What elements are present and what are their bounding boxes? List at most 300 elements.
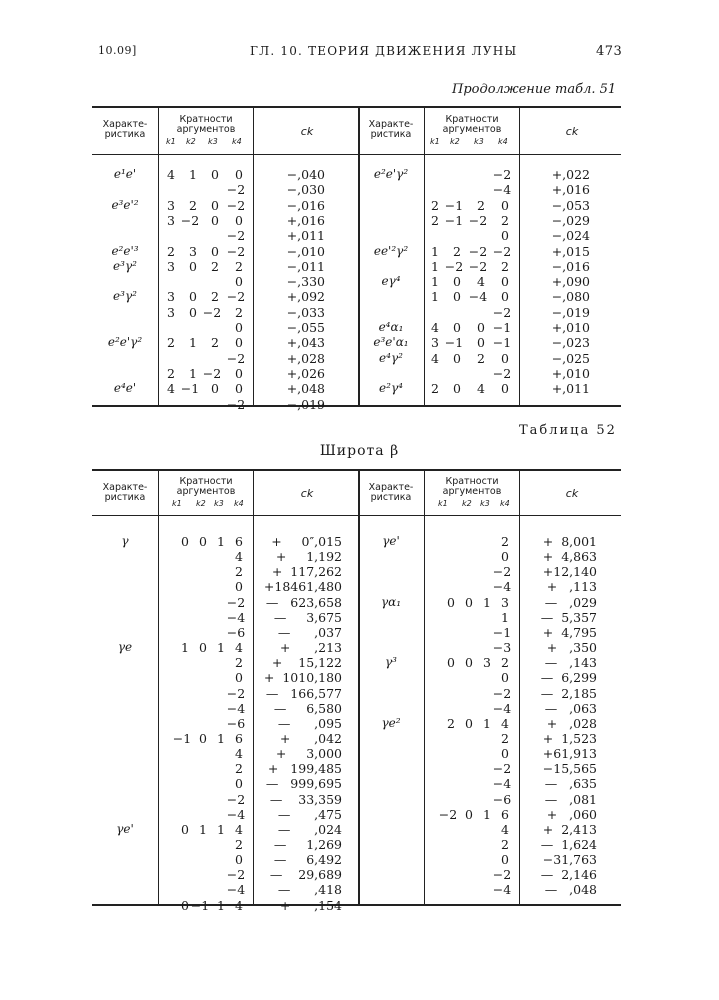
ck-value: + ,213 bbox=[279, 640, 342, 656]
k4-value: −4 bbox=[226, 609, 246, 625]
ck-value: — ,081 bbox=[544, 791, 597, 807]
ck-value: — ,635 bbox=[544, 776, 597, 792]
k4-value: −2 bbox=[492, 304, 512, 320]
k2-value: −1 bbox=[444, 335, 464, 351]
k2-value: −1 bbox=[190, 897, 210, 913]
ck-value: +,090 bbox=[551, 274, 590, 290]
col-ck-right: ck bbox=[565, 487, 579, 500]
k4-value: 2 bbox=[235, 761, 243, 777]
k1-value: −1 bbox=[172, 730, 192, 746]
k4-value: −3 bbox=[492, 640, 512, 656]
k4-value: −2 bbox=[226, 182, 246, 198]
column-divider bbox=[519, 471, 520, 904]
k4-value: 0 bbox=[501, 197, 509, 213]
k4-value: 2 bbox=[501, 212, 509, 228]
k3-value: −4 bbox=[468, 289, 488, 305]
k4-value: 6 bbox=[501, 806, 509, 822]
row-characteristic: e³e'α₁ bbox=[373, 335, 409, 350]
k2-label: k2 bbox=[462, 499, 472, 508]
k2-value: 2 bbox=[189, 197, 197, 213]
k3-value: 2 bbox=[211, 258, 219, 274]
k4-value: −2 bbox=[492, 564, 512, 580]
k4-value: −1 bbox=[492, 624, 512, 640]
k4-value: 2 bbox=[235, 304, 243, 320]
k4-value: 0 bbox=[501, 746, 509, 762]
k3-value: 4 bbox=[477, 381, 485, 397]
ck-value: + 0″,015 bbox=[271, 534, 342, 549]
k1-value: 3 bbox=[167, 212, 175, 228]
k4-value: −2 bbox=[492, 167, 512, 182]
k1-value: 3 bbox=[167, 304, 175, 320]
ck-value: −,025 bbox=[551, 350, 590, 366]
row-characteristic: e⁴α₁ bbox=[378, 320, 404, 334]
k4-value: 0 bbox=[501, 670, 509, 686]
k4-value: −1 bbox=[492, 335, 512, 351]
k4-value: 4 bbox=[235, 821, 243, 837]
k4-value: −4 bbox=[492, 579, 512, 595]
col-ck-left: ck bbox=[300, 125, 314, 138]
k4-value: 2 bbox=[501, 730, 509, 746]
k1-value: −2 bbox=[438, 806, 458, 822]
ck-value: — 6,299 bbox=[540, 670, 597, 686]
k4-value: 2 bbox=[235, 655, 243, 671]
k2-value: 0 bbox=[465, 594, 473, 610]
k2-value: 0 bbox=[465, 806, 473, 822]
k1-value: 1 bbox=[431, 274, 439, 290]
k4-value: −2 bbox=[492, 243, 512, 259]
k4-value: 0 bbox=[235, 579, 243, 595]
k1-value: 2 bbox=[167, 335, 175, 351]
k3-value: 2 bbox=[211, 289, 219, 305]
row-characteristic: γ³ bbox=[385, 655, 397, 670]
row-characteristic: γe' bbox=[382, 534, 400, 548]
ck-value: + 8,001 bbox=[542, 534, 597, 549]
ck-value: +,010 bbox=[551, 365, 590, 381]
ck-value: — ,024 bbox=[277, 821, 342, 837]
k2-label: k2 bbox=[186, 137, 196, 146]
k3-value: 1 bbox=[483, 715, 491, 731]
ck-value: −15,565 bbox=[542, 761, 597, 777]
ck-value: +,011 bbox=[551, 381, 590, 397]
k2-value: 0 bbox=[453, 350, 461, 366]
row-characteristic: γe bbox=[117, 640, 133, 655]
k4-value: 0 bbox=[501, 381, 509, 397]
k4-value: −2 bbox=[492, 761, 512, 777]
ck-value: + ,350 bbox=[546, 640, 597, 656]
k1-value: 2 bbox=[431, 197, 439, 213]
ck-value: + 1,523 bbox=[542, 730, 597, 746]
page-number: 473 bbox=[596, 44, 623, 59]
ck-value: +,048 bbox=[286, 381, 325, 397]
ck-value: — 5,357 bbox=[540, 609, 597, 625]
row-characteristic: e²γ⁴ bbox=[379, 381, 403, 396]
ck-value: — 33,359 bbox=[269, 791, 342, 807]
ck-value: −,080 bbox=[551, 289, 590, 305]
k3-value: 2 bbox=[477, 350, 485, 366]
k2-value: 0 bbox=[189, 258, 197, 274]
k4-value: 4 bbox=[235, 897, 243, 913]
row-characteristic: e²e'³ bbox=[111, 243, 139, 258]
ck-value: +,043 bbox=[286, 335, 325, 351]
k3-value: 4 bbox=[477, 274, 485, 290]
k2-value: 1 bbox=[199, 821, 207, 837]
table-51-caption: Продолжение табл. 51 bbox=[452, 82, 617, 97]
ck-value: +,028 bbox=[286, 350, 325, 366]
k4-value: 0 bbox=[501, 350, 509, 366]
row-characteristic: e³e'² bbox=[111, 197, 139, 212]
k3-label: k3 bbox=[474, 137, 484, 146]
k3-value: 1 bbox=[217, 897, 225, 913]
k1-value: 3 bbox=[431, 335, 439, 351]
ck-value: −,053 bbox=[551, 197, 590, 213]
ck-value: +12,140 bbox=[542, 564, 597, 580]
ck-value: + 117,262 bbox=[271, 564, 342, 580]
ck-value: + 15,122 bbox=[271, 655, 342, 671]
k3-value: −2 bbox=[468, 243, 488, 259]
k4-value: −4 bbox=[226, 700, 246, 716]
row-characteristic: e²e'γ² bbox=[107, 335, 143, 350]
k3-value: 3 bbox=[483, 655, 491, 671]
ck-value: −,024 bbox=[551, 228, 590, 244]
col-multiplicity-right: Кратности аргументов bbox=[442, 476, 502, 497]
k4-value: −2 bbox=[226, 289, 246, 305]
k4-value: 2 bbox=[235, 258, 243, 274]
k2-value: 0 bbox=[465, 655, 473, 671]
k2-value: 0 bbox=[199, 534, 207, 549]
k4-value: 0 bbox=[235, 670, 243, 686]
k4-value: −6 bbox=[226, 624, 246, 640]
k3-value: −2 bbox=[468, 258, 488, 274]
k2-value: −2 bbox=[444, 258, 464, 274]
k4-label: k4 bbox=[232, 137, 242, 146]
ck-value: +,015 bbox=[551, 243, 590, 259]
row-characteristic: e⁴e' bbox=[113, 381, 137, 396]
k3-value: 0 bbox=[211, 381, 219, 397]
ck-value: +,010 bbox=[551, 320, 590, 335]
k1-value: 4 bbox=[431, 320, 439, 335]
k2-label: k2 bbox=[450, 137, 460, 146]
k4-value: 2 bbox=[501, 655, 509, 671]
ck-value: −,016 bbox=[551, 258, 590, 274]
k1-value: 2 bbox=[167, 243, 175, 259]
k4-value: −2 bbox=[492, 365, 512, 381]
table-52 bbox=[92, 469, 621, 913]
k1-value: 0 bbox=[181, 534, 189, 549]
ck-value: — 1,624 bbox=[540, 837, 597, 852]
k4-value: −4 bbox=[492, 776, 512, 792]
k2-value: 3 bbox=[189, 243, 197, 259]
k3-value: 0 bbox=[211, 212, 219, 228]
k2-value: 0 bbox=[199, 730, 207, 746]
k3-value: 1 bbox=[483, 594, 491, 610]
k4-value: 6 bbox=[235, 534, 243, 549]
ck-value: + ,042 bbox=[279, 730, 342, 746]
table-52-header bbox=[92, 471, 621, 516]
k4-value: 2 bbox=[501, 837, 509, 852]
k3-value: 1 bbox=[483, 806, 491, 822]
ck-value: +,026 bbox=[286, 365, 325, 381]
k4-value: 0 bbox=[235, 274, 243, 290]
k2-value: 1 bbox=[189, 167, 197, 182]
k1-label: k1 bbox=[172, 499, 182, 508]
k3-value: 1 bbox=[217, 821, 225, 837]
k4-value: 2 bbox=[235, 837, 243, 852]
k1-label: k1 bbox=[166, 137, 176, 146]
ck-value: −,023 bbox=[551, 335, 590, 351]
k1-value: 4 bbox=[167, 381, 175, 397]
k3-label: k3 bbox=[208, 137, 218, 146]
ck-value: + 4,795 bbox=[542, 624, 597, 640]
k4-value: −4 bbox=[492, 700, 512, 716]
k1-value: 3 bbox=[167, 258, 175, 274]
ck-value: −,019 bbox=[551, 304, 590, 320]
row-characteristic: e¹e' bbox=[113, 167, 137, 181]
k1-value: 1 bbox=[181, 640, 189, 656]
k2-value: −1 bbox=[444, 197, 464, 213]
k4-value: 6 bbox=[235, 730, 243, 746]
k2-value: 0 bbox=[189, 289, 197, 305]
col-ck-right: ck bbox=[565, 125, 579, 138]
k4-value: 0 bbox=[235, 335, 243, 351]
ck-value: — ,418 bbox=[277, 882, 342, 898]
k4-value: 0 bbox=[235, 212, 243, 228]
ck-value: +18461,480 bbox=[263, 579, 342, 595]
k4-value: 3 bbox=[501, 594, 509, 610]
ck-value: + ,028 bbox=[546, 715, 597, 731]
row-characteristic: e³γ² bbox=[113, 289, 137, 304]
ck-value: — ,095 bbox=[277, 715, 342, 731]
ck-value: — ,037 bbox=[277, 624, 342, 640]
k4-value: −6 bbox=[226, 715, 246, 731]
ck-value: + 2,413 bbox=[542, 821, 597, 837]
k1-label: k1 bbox=[430, 137, 440, 146]
k4-value: 4 bbox=[501, 821, 509, 837]
k3-value: 2 bbox=[477, 197, 485, 213]
k4-value: 0 bbox=[501, 228, 509, 244]
ck-value: — 2,146 bbox=[540, 867, 597, 883]
k3-value: 0 bbox=[477, 320, 485, 335]
k2-value: −2 bbox=[180, 212, 200, 228]
column-divider bbox=[253, 471, 254, 904]
k4-value: 0 bbox=[235, 381, 243, 397]
k4-value: −2 bbox=[226, 791, 246, 807]
row-characteristic: ee'²γ² bbox=[373, 243, 409, 258]
row-characteristic: γe' bbox=[116, 821, 134, 836]
k1-value: 0 bbox=[447, 594, 455, 610]
k4-value: −6 bbox=[492, 791, 512, 807]
k3-value: −2 bbox=[468, 212, 488, 228]
ck-value: +,022 bbox=[551, 167, 590, 182]
k4-value: −2 bbox=[492, 867, 512, 883]
col-multiplicity-left: Кратности аргументов bbox=[176, 114, 236, 135]
k2-value: 2 bbox=[453, 243, 461, 259]
k3-value: 2 bbox=[211, 335, 219, 351]
k1-value: 0 bbox=[447, 655, 455, 671]
k4-value: −1 bbox=[492, 320, 512, 335]
col-characteristic-left: Характе- ристика bbox=[102, 482, 148, 503]
k1-label: k1 bbox=[438, 499, 448, 508]
k4-value: 0 bbox=[501, 289, 509, 305]
row-characteristic: e⁴γ² bbox=[379, 350, 403, 365]
k4-value: −2 bbox=[226, 350, 246, 366]
k3-label: k3 bbox=[214, 499, 224, 508]
k2-value: −1 bbox=[180, 381, 200, 397]
k1-value: 4 bbox=[431, 350, 439, 366]
k2-value: 0 bbox=[453, 274, 461, 290]
k4-value: 1 bbox=[501, 609, 509, 625]
k2-value: 0 bbox=[199, 640, 207, 656]
k4-value: 0 bbox=[501, 549, 509, 565]
ck-value: — ,475 bbox=[277, 806, 342, 822]
ck-value: + ,060 bbox=[546, 806, 597, 822]
table-52-title: Широта β bbox=[319, 443, 400, 459]
k1-value: 0 bbox=[181, 897, 189, 913]
ck-value: + 4,863 bbox=[542, 549, 597, 565]
k4-value: 2 bbox=[501, 534, 509, 549]
k4-value: −2 bbox=[226, 243, 246, 259]
k4-value: −2 bbox=[226, 197, 246, 213]
ck-value: −,055 bbox=[286, 320, 325, 335]
k4-value: 4 bbox=[235, 746, 243, 762]
ck-value: −31,763 bbox=[542, 852, 597, 868]
table-52-caption: Таблица 52 bbox=[519, 423, 617, 438]
table-51 bbox=[92, 106, 621, 412]
k2-value: 1 bbox=[189, 365, 197, 381]
col-ck-left: ck bbox=[300, 487, 314, 500]
k2-label: k2 bbox=[196, 499, 206, 508]
k3-value: −2 bbox=[202, 304, 222, 320]
k4-value: −2 bbox=[492, 685, 512, 701]
k4-label: k4 bbox=[234, 499, 244, 508]
k3-value: 0 bbox=[211, 243, 219, 259]
ck-value: — 1,269 bbox=[273, 837, 342, 852]
row-characteristic: γe² bbox=[381, 715, 401, 730]
k4-value: −2 bbox=[226, 685, 246, 701]
k2-value: 0 bbox=[453, 289, 461, 305]
k1-value: 2 bbox=[447, 715, 455, 731]
ck-value: +,016 bbox=[551, 182, 590, 198]
ck-value: −,019 bbox=[286, 396, 325, 412]
k3-value: 1 bbox=[217, 640, 225, 656]
col-characteristic-right: Характе- ристика bbox=[368, 482, 414, 503]
ck-value: −,016 bbox=[286, 197, 325, 213]
ck-value: — 6,580 bbox=[273, 700, 342, 716]
ck-value: — 2,185 bbox=[540, 685, 597, 701]
ck-value: — ,143 bbox=[544, 655, 597, 671]
column-divider bbox=[519, 108, 520, 405]
k3-value: 1 bbox=[217, 534, 225, 549]
col-characteristic-left: Характе- ристика bbox=[102, 119, 148, 140]
k1-value: 3 bbox=[167, 197, 175, 213]
k4-value: 4 bbox=[235, 549, 243, 565]
ck-value: — 6,492 bbox=[273, 852, 342, 868]
k2-value: 0 bbox=[453, 381, 461, 397]
k1-value: 4 bbox=[167, 167, 175, 182]
k2-value: 0 bbox=[189, 304, 197, 320]
ck-value: + 1010,180 bbox=[263, 670, 342, 686]
col-multiplicity-left: Кратности аргументов bbox=[176, 476, 236, 497]
k4-value: 0 bbox=[235, 776, 243, 792]
k1-value: 2 bbox=[431, 212, 439, 228]
k4-value: 2 bbox=[501, 258, 509, 274]
k2-value: −1 bbox=[444, 212, 464, 228]
k1-value: 1 bbox=[431, 243, 439, 259]
ck-value: +,092 bbox=[286, 289, 325, 305]
k2-value: 1 bbox=[189, 335, 197, 351]
k1-value: 1 bbox=[431, 289, 439, 305]
k4-value: 4 bbox=[501, 715, 509, 731]
k4-label: k4 bbox=[500, 499, 510, 508]
ck-value: — 999,695 bbox=[265, 776, 342, 792]
col-characteristic-right: Характе- ристика bbox=[368, 119, 414, 140]
ck-value: −,011 bbox=[286, 258, 325, 274]
ck-value: −,010 bbox=[286, 243, 325, 259]
ck-value: −,029 bbox=[551, 212, 590, 228]
k3-value: −2 bbox=[202, 365, 222, 381]
k1-value: 1 bbox=[431, 258, 439, 274]
column-divider bbox=[253, 108, 254, 405]
ck-value: + 199,485 bbox=[267, 761, 342, 777]
ck-value: + ,113 bbox=[546, 579, 597, 595]
row-characteristic: e³γ² bbox=[113, 258, 137, 273]
k4-value: −4 bbox=[492, 182, 512, 198]
ck-value: — ,029 bbox=[544, 594, 597, 610]
ck-value: −,040 bbox=[286, 167, 325, 182]
ck-value: — 166,577 bbox=[265, 685, 342, 701]
k4-value: −2 bbox=[226, 867, 246, 883]
k4-value: −2 bbox=[226, 396, 246, 412]
ck-value: + ,154 bbox=[279, 897, 342, 913]
ck-value: + 3,000 bbox=[275, 746, 342, 762]
ck-value: −,033 bbox=[286, 304, 325, 320]
ck-value: — 29,689 bbox=[269, 867, 342, 883]
row-characteristic: e²e'γ² bbox=[373, 167, 409, 181]
ck-value: +61,913 bbox=[542, 746, 597, 762]
k4-value: −4 bbox=[492, 882, 512, 898]
ck-value: + 1,192 bbox=[275, 549, 342, 565]
ck-value: — ,048 bbox=[544, 882, 597, 898]
k3-value: 1 bbox=[217, 730, 225, 746]
k1-value: 2 bbox=[167, 365, 175, 381]
k4-value: −2 bbox=[226, 228, 246, 244]
k4-value: 0 bbox=[501, 274, 509, 290]
row-characteristic: eγ⁴ bbox=[381, 274, 401, 289]
k3-value: 0 bbox=[477, 335, 485, 351]
k2-value: 0 bbox=[465, 715, 473, 731]
chapter-title: ГЛ. 10. ТЕОРИЯ ДВИЖЕНИЯ ЛУНЫ bbox=[250, 44, 518, 58]
k3-value: 0 bbox=[211, 197, 219, 213]
section-reference: 10.09] bbox=[98, 44, 137, 57]
k4-value: 0 bbox=[235, 167, 243, 182]
k4-value: 0 bbox=[235, 852, 243, 868]
ck-value: −,030 bbox=[286, 182, 325, 198]
k4-value: 4 bbox=[235, 640, 243, 656]
k4-value: 2 bbox=[235, 564, 243, 580]
col-multiplicity-right: Кратности аргументов bbox=[442, 114, 502, 135]
k1-value: 0 bbox=[181, 821, 189, 837]
k2-value: 0 bbox=[453, 320, 461, 335]
k3-value: 0 bbox=[211, 167, 219, 182]
ck-value: — 3,675 bbox=[273, 609, 342, 625]
k1-value: 3 bbox=[167, 289, 175, 305]
ck-value: −,330 bbox=[286, 274, 325, 290]
ck-value: +,011 bbox=[286, 228, 325, 244]
k4-value: 0 bbox=[235, 365, 243, 381]
k4-value: 0 bbox=[235, 320, 243, 335]
k3-label: k3 bbox=[480, 499, 490, 508]
k4-label: k4 bbox=[498, 137, 508, 146]
ck-value: +,016 bbox=[286, 212, 325, 228]
